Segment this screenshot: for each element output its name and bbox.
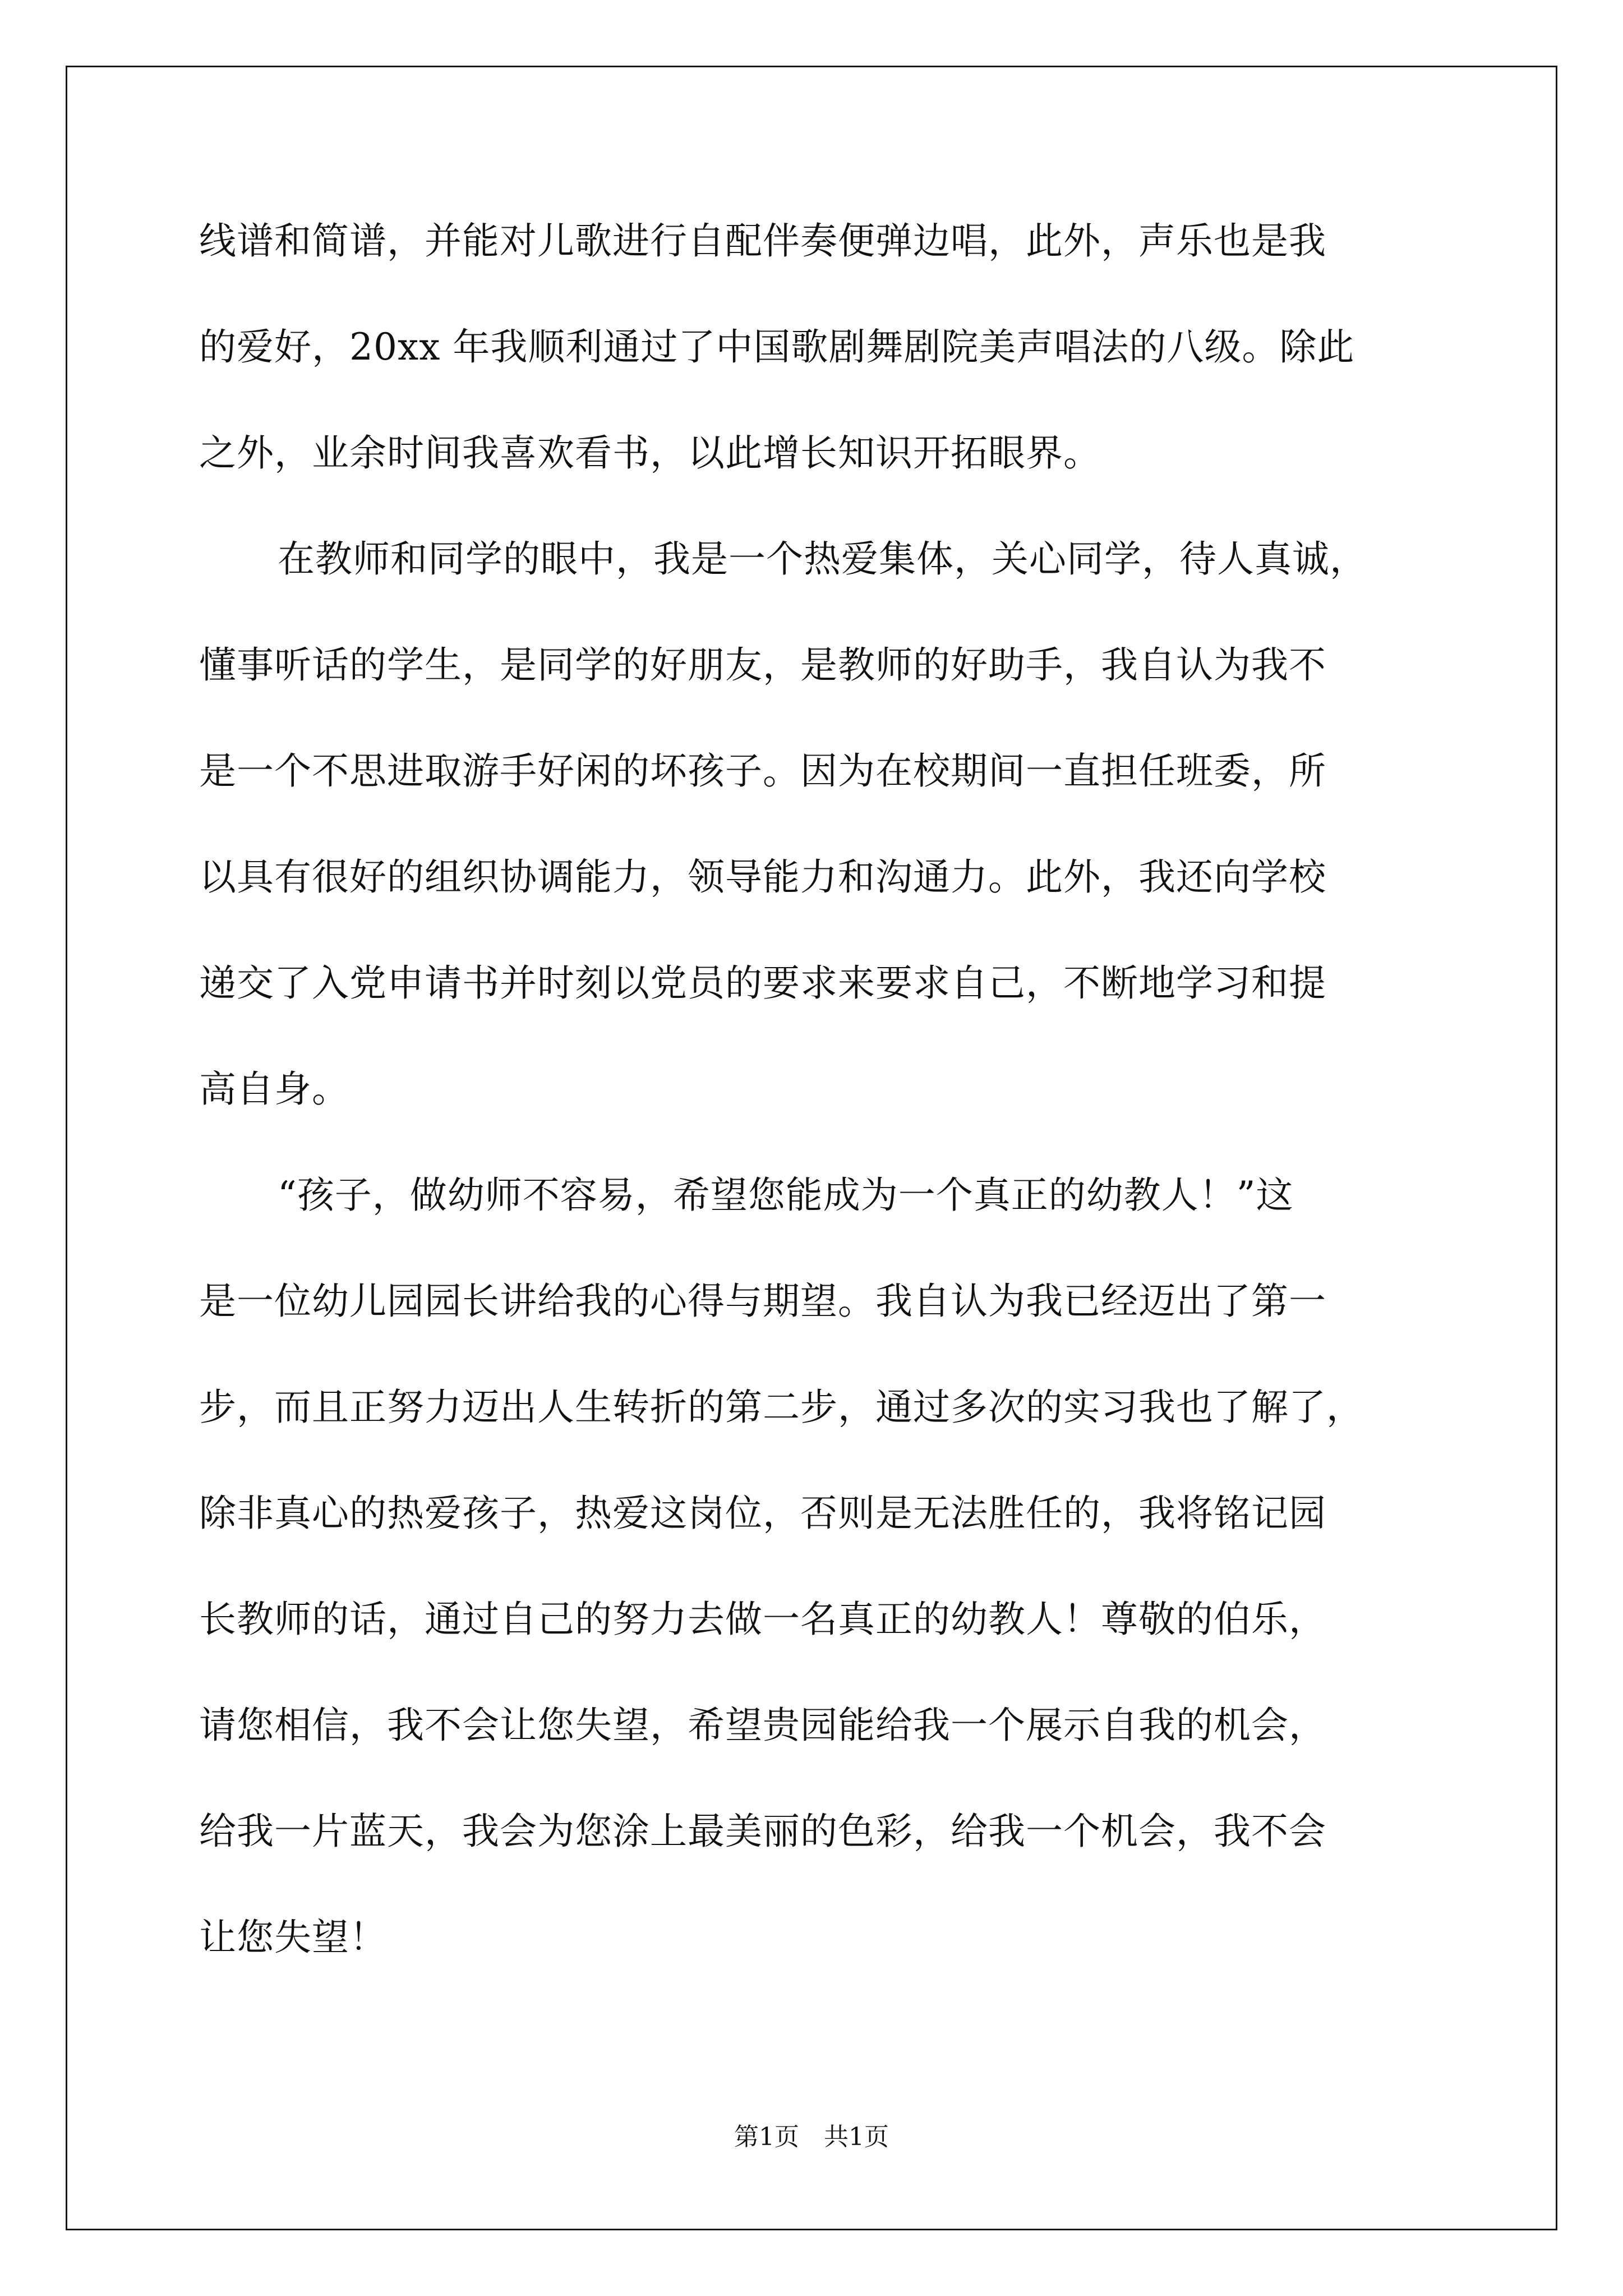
text-line: 高自身。 [199,1068,349,1111]
text-line: 的爱好，20xx 年我顺利通过了中国歌剧舞剧院美声唱法的八级。除此 [199,325,1355,369]
text-line: 递交了入党申请书并时刻以党员的要求来要求自己，不断地学习和提 [199,961,1326,1005]
text-line: 让您失望！ [199,1916,387,1959]
text-line: 懂事听话的学生，是同学的好朋友，是教师的好助手，我自认为我不 [199,643,1326,687]
text-line: 之外，业余时间我喜欢看书，以此增长知识开拓眼界。 [199,431,1101,475]
page-number-footer: 第1页 共1页 [734,2123,889,2151]
text-line: 除非真心的热爱孩子，热爱这岗位，否则是无法胜任的，我将铭记园 [199,1492,1326,1535]
text-line: 步，而且正努力迈出人生转折的第二步，通过多次的实习我也了解了， [199,1386,1364,1429]
text-line: 是一个不思进取游手好闲的坏孩子。因为在校期间一直担任班委，所 [199,749,1326,793]
text-line: 以具有很好的组织协调能力，领导能力和沟通力。此外，我还向学校 [199,855,1326,899]
paragraph-first-line: 在教师和同学的眼中，我是一个热爱集体，关心同学，待人真诚， [278,537,1367,581]
text-line: 给我一片蓝天，我会为您涂上最美丽的色彩，给我一个机会，我不会 [199,1810,1326,1853]
text-line: 长教师的话，通过自己的努力去做一名真正的幼教人！尊敬的伯乐， [199,1598,1326,1641]
document-body [199,216,1461,2018]
text-line: 是一位幼儿园园长讲给我的心得与期望。我自认为我已经迈出了第一 [199,1280,1326,1323]
text-line: 请您相信，我不会让您失望，希望贵园能给我一个展示自我的机会， [199,1704,1326,1747]
paragraph-first-line: “孩子，做幼师不容易，希望您能成为一个真正的幼教人！”这 [278,1174,1294,1217]
text-line: 线谱和简谱，并能对儿歌进行自配伴奏便弹边唱，此外，声乐也是我 [199,219,1326,263]
